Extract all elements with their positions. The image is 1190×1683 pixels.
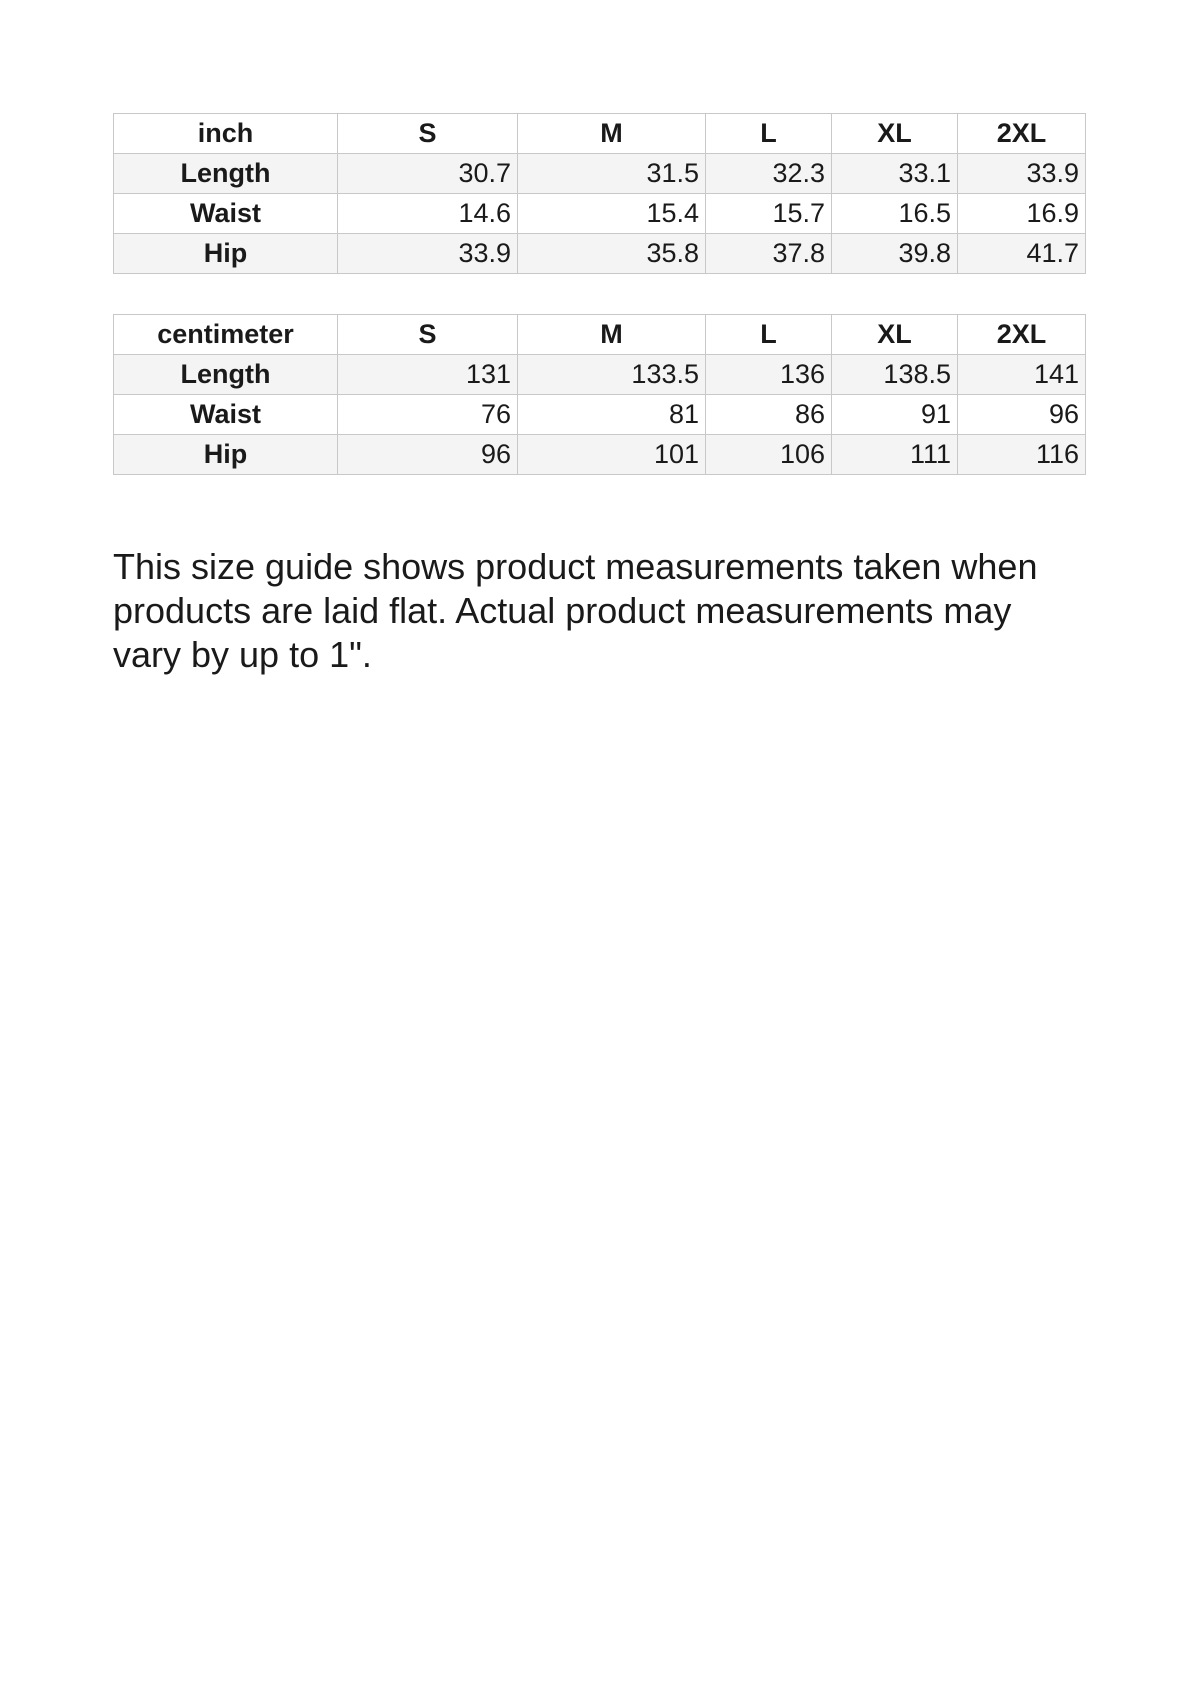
table-cell: 101 xyxy=(518,435,706,475)
table-cell: 76 xyxy=(338,395,518,435)
table-cell: 37.8 xyxy=(706,234,832,274)
row-label: Hip xyxy=(114,435,338,475)
table-cell: 86 xyxy=(706,395,832,435)
table-cell: 15.7 xyxy=(706,194,832,234)
size-header-xl: XL xyxy=(832,114,958,154)
size-table-centimeter xyxy=(113,314,1086,475)
table-cell: 138.5 xyxy=(832,355,958,395)
size-header-l: L xyxy=(706,114,832,154)
unit-header: centimeter xyxy=(114,315,338,355)
table-row-waist xyxy=(114,395,1086,435)
size-header-m: M xyxy=(518,315,706,355)
table-row-length xyxy=(114,154,1086,194)
table-cell: 15.4 xyxy=(518,194,706,234)
table-header-row xyxy=(114,114,1086,154)
unit-header: inch xyxy=(114,114,338,154)
table-cell: 116 xyxy=(958,435,1086,475)
table-cell: 31.5 xyxy=(518,154,706,194)
size-header-2xl: 2XL xyxy=(958,114,1086,154)
row-label: Length xyxy=(114,355,338,395)
table-cell: 131 xyxy=(338,355,518,395)
row-label: Waist xyxy=(114,395,338,435)
table-cell: 30.7 xyxy=(338,154,518,194)
table-row-hip xyxy=(114,234,1086,274)
table-cell: 141 xyxy=(958,355,1086,395)
table-cell: 33.9 xyxy=(338,234,518,274)
table-header-row xyxy=(114,315,1086,355)
size-header-s: S xyxy=(338,114,518,154)
row-label: Hip xyxy=(114,234,338,274)
table-cell: 133.5 xyxy=(518,355,706,395)
size-guide-note: This size guide shows product measurements taken when products are laid flat. Actual product measurements may vary by up to 1". xyxy=(113,546,1038,675)
table-cell: 33.9 xyxy=(958,154,1086,194)
table-cell: 111 xyxy=(832,435,958,475)
table-cell: 96 xyxy=(338,435,518,475)
table-cell: 106 xyxy=(706,435,832,475)
table-cell: 33.1 xyxy=(832,154,958,194)
table-cell: 32.3 xyxy=(706,154,832,194)
table-cell: 16.9 xyxy=(958,194,1086,234)
size-header-xl: XL xyxy=(832,315,958,355)
table-cell: 41.7 xyxy=(958,234,1086,274)
table-cell: 136 xyxy=(706,355,832,395)
table-cell: 16.5 xyxy=(832,194,958,234)
row-label: Length xyxy=(114,154,338,194)
size-header-2xl: 2XL xyxy=(958,315,1086,355)
table-cell: 96 xyxy=(958,395,1086,435)
table-cell: 81 xyxy=(518,395,706,435)
size-header-m: M xyxy=(518,114,706,154)
size-header-s: S xyxy=(338,315,518,355)
table-row-waist xyxy=(114,194,1086,234)
table-cell: 39.8 xyxy=(832,234,958,274)
table-cell: 91 xyxy=(832,395,958,435)
table-row-hip xyxy=(114,435,1086,475)
table-row-length xyxy=(114,355,1086,395)
size-table-inch xyxy=(113,113,1086,274)
row-label: Waist xyxy=(114,194,338,234)
table-cell: 35.8 xyxy=(518,234,706,274)
size-header-l: L xyxy=(706,315,832,355)
table-cell: 14.6 xyxy=(338,194,518,234)
